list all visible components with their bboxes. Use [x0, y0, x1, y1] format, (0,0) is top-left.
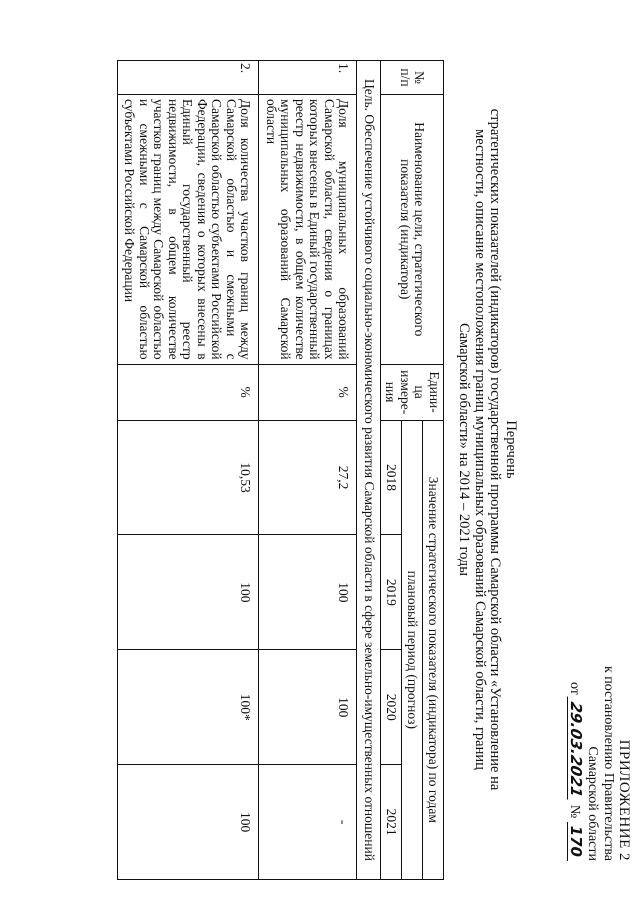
header-no: № п/п — [381, 61, 444, 95]
handwritten-number: 170 — [567, 822, 584, 861]
appendix-block — [566, 666, 632, 861]
header-year: 2020 — [381, 650, 402, 765]
row-value: 100* — [118, 650, 260, 765]
table-row — [118, 61, 260, 880]
appendix-title: ПРИЛОЖЕНИЕ 2 — [616, 739, 632, 861]
title-line-1: стратегических показателей (индикаторов) государственной программы Самарской области «Установление на — [487, 108, 504, 791]
header-year: 2021 — [381, 765, 402, 880]
table-row — [259, 61, 357, 880]
row-value: 100 — [118, 535, 260, 650]
row-value: 100 — [259, 535, 357, 650]
header-value-group: Значение стратегического показателя (индикатора) по годам — [423, 420, 444, 879]
title-heading: Перечень — [503, 420, 519, 479]
header-unit: Едини-ца измере-ния — [381, 364, 444, 420]
indicators-table — [117, 60, 444, 880]
appendix-line-1: к постановлению Правительства — [601, 665, 616, 861]
header-name: Наименование цели, стратегического показателя (индикатора) — [381, 94, 444, 364]
header-period: плановый период (прогноз) — [402, 420, 423, 879]
document-title — [456, 0, 518, 899]
header-year: 2018 — [381, 420, 402, 535]
row-value: 100 — [118, 765, 260, 880]
row-name: Доля количества участков границ между Самарской областью и смежными с Самарской областью субъектами Российской Федерации, сведения о которых внесены в Единый государственный реестр недвижимости, в общем количестве участков границ между Самарской областью и смежными с Самарской областью субъектами Российской Федерации — [118, 94, 260, 364]
appendix-line-2: Самарской области — [585, 746, 600, 861]
row-value: 100 — [259, 650, 357, 765]
header-year: 2019 — [381, 535, 402, 650]
appendix-date-line — [566, 666, 584, 861]
handwritten-date: 29.03.2021 — [567, 697, 584, 803]
row-unit: % — [259, 364, 357, 420]
row-unit: % — [118, 364, 260, 420]
row-number: 2. — [118, 61, 260, 95]
title-line-2: местности, описание местоположения границ муниципальных образований Самарской области, границ — [472, 129, 488, 770]
goal-row: Цель. Обеспечение устойчивого социально-экономического развития Самарской области в сфере земельно-имущественных отношений — [357, 61, 381, 880]
row-value: - — [259, 765, 357, 880]
title-line-3: Самарской области» на 2014 – 2021 годы — [456, 322, 473, 577]
from-label: от — [567, 681, 582, 695]
row-name: Доля муниципальных образований Самарской области, сведения о границах которых внесены в Единый государственный реестр недвижимости, в общем количестве муниципальных образований Самарской области — [259, 94, 357, 364]
row-number: 1. — [259, 61, 357, 95]
row-value: 27,2 — [259, 420, 357, 535]
row-value: 10,53 — [118, 420, 260, 535]
number-label: № — [567, 804, 582, 819]
